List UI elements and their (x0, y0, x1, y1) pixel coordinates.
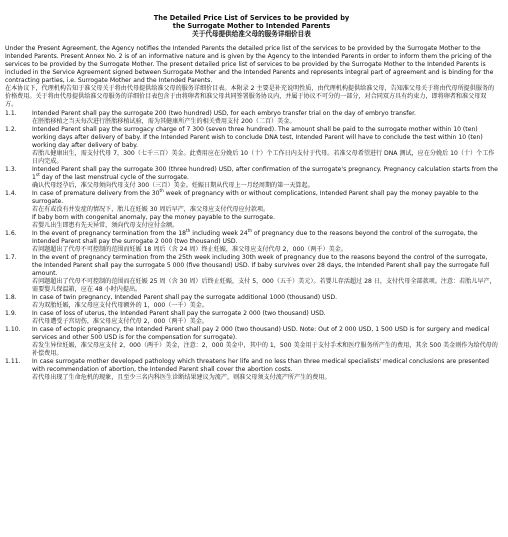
title-line-3: 关于代母提供给准父母的服务详细价目表 (192, 30, 311, 39)
intro-paragraph (5, 45, 498, 109)
ordinal-suffix: th (159, 187, 164, 193)
item-text-en: In the event of pregnancy termination from the 25th week including 30th week of pregnancy due to the reasons beyond the control of the surrogate, the Intended Parent shall pay the surrogate 5 000 (five thousand) USD. If baby survives over 28 days, the Intended Parent shall pay the surrogate full amount. (32, 253, 490, 277)
item-text-zh: 确认代母经孕后，准父母须向代母支付 300（三百）美金。妊娠日期从代母上一月经周期的第一天算起。 (32, 181, 314, 189)
item-text-zh: 若为双胎妊娠，准父母应支付代母额外的 1，000（一千）美金。 (32, 301, 208, 309)
list-item (5, 254, 498, 294)
item-text-zh: 在胚胎移植之当天每次进行胚胎移植试验，需为其健康所产生的相关费用支付 200（二百）美金。 (32, 117, 296, 125)
item-text-en: In case of ectopic pregnancy, the Intended Parent shall pay 2 000 (two thousand) USD. Note: Out of 2 000 USD, 1 500 USD is for surgery and medical services and other 500 USD is for the compensation for surrogate). (32, 325, 490, 341)
item-number: 1.3. (5, 165, 17, 173)
item-text-en: In case of twin pregnancy, Intended Parent shall pay the surrogate additional 1000 (thousand) USD. (32, 293, 338, 301)
item-text-zh-2: 若婴儿出生即患有先天异常，须向代母支付应付金额。 (32, 221, 179, 229)
item-number: 1.8. (5, 293, 17, 301)
item-number: 1.2. (5, 125, 17, 133)
item-number: 1.1. (5, 109, 17, 117)
item-text-en-2: If baby born with congenital anomaly, pay the money payable to the surrogate. (32, 213, 275, 221)
item-text-zh: 若问题超出了代母不可控制的范围而在妊娠 25 周（含 30 周）后终止妊娠，支付 5，000（五千）美元）。若婴儿存活超过 28 日，支付代母全部款项。注意：若胎儿早产，需要婴儿保温箱，应在 48 小时内提出。 (32, 277, 496, 293)
text-segment: Intended Parent shall pay the surrogate 300 (three hundred) USD, after confirmation of the surrogate's pregnancy. Pregnancy calculation starts from the 1 (32, 165, 498, 181)
list-item (5, 126, 498, 166)
item-text-zh: 若问题超出了代母不可控制的范围而妊娠 18 周后（含 24 周）终止妊娠，准父母应支付代母 2，000（两千）美金。 (32, 245, 347, 253)
ordinal-suffix: th (186, 227, 191, 233)
list-item (5, 310, 498, 326)
item-number: 1.11. (5, 357, 21, 365)
item-text-en: Intended Parent shall pay the surrogacy charge of 7 300 (seven three hundred). The amount shall be paid to the surrogate mother within 10 (ten) working days after delivery of baby. If the Intended Parent wish to conclude DNA test, Intended Parent will have to conclude the test within 10 (ten) working day after delivery of baby. (32, 125, 483, 149)
item-number: 1.10. (5, 325, 21, 333)
ordinal-suffix: th (247, 227, 252, 233)
text-segment: day of the last menstrual cycle of the surrogate. (39, 173, 189, 181)
item-number: 1.6. (5, 229, 17, 237)
item-text-zh: 若在有或没有并发症的情况下，胎儿在妊娠 30 周后早产，准父母应支付代母应付款项。 (32, 205, 270, 213)
item-text-en: In case of loss of uterus, the Intended Parent shall pay the surrogate 2 000 (two thousand) USD. (32, 309, 326, 317)
list-item (5, 110, 498, 126)
document-title (5, 14, 498, 39)
item-number: 1.7. (5, 253, 17, 261)
item-text-en: Intended Parent shall pay the surrogate 200 (two hundred) USD, for each embryo transfer trial on the day of embryo transfer. (32, 109, 416, 117)
item-text-zh: 若代母遭受子宫切伤，准父母应支付代母 2，000（两千）美金。 (32, 317, 208, 325)
title-line-1: The Detailed Price List of Services to be provided by (153, 14, 350, 22)
item-text-zh: 若发生异位妊娠，准父母应支付 2，000（两千）美金，注意：2，000 美金中，其中的 1，500 美金用于支付手术和医疗服务所产生的费用，其余 500 美金则作为给代母的补偿费用。 (32, 341, 498, 357)
list-item (5, 326, 498, 358)
item-text-en (32, 166, 498, 182)
item-text-zh: 若胎儿健康出生，需支付代母 7，300（七千三百）美金。此费用应在分娩后 10（十）个工作日内支付于代母。若准父母希望进行 DNA 测试，应在分娩后 10（十）个工作日内完成。 (32, 149, 495, 165)
text-segment: of pregnancy due to the reasons beyond the control of the surrogate, the Intended Parent shall pay the surrogate 2 000 (two thousand) USD. (32, 229, 478, 245)
list-item (5, 166, 498, 190)
list-item (5, 187, 498, 230)
item-text-en (32, 227, 498, 246)
item-number: 1.9. (5, 309, 17, 317)
intro-text-zh: 在本协议下，代理机构告知于准父母关于将由代母提供给准父母的服务详细价目表。本附录 2 主要是补充说明性质，由代理机构提供给准父母，告知准父母关于将由代母所提供服务的价格费用。关于将由代母提供给准父母服务的详细价目表包含于由将卵者和准父母共同签署服务协议内，并属于协议不可分的一部分，对合同双方具有约束力，即将卵者和准父母双方。 (5, 84, 495, 108)
list-item (5, 358, 498, 382)
text-segment: including week 24 (190, 229, 248, 237)
item-text-en (32, 187, 498, 206)
list-item (5, 294, 498, 310)
list-item (5, 227, 498, 254)
item-text-zh: 若代母出现了生命危机的现象，且至少三名内科医生诊断结果建议为流产，则准父母须支付流产所产生的费用。 (32, 373, 331, 381)
text-segment: week of pregnancy with or without complications, Intended Parent shall pay the money payable to the surrogate. (32, 189, 479, 205)
ordinal-suffix: st (35, 171, 40, 177)
intro-text-en: Under the Present Agreement, the Agency notifies the Intended Parents the detailed price list of the services to be provided by the Surrogate Mother to the Intended Parents. Present Annex No. 2 is of an informative nature and is given by the Agency to the Intended Parents in order to inform them the pricing of the services to be provided by the Surrogate Mother. The present detailed price list of services to be provided by the Surrogate Mother to the Intended Parents is included in the Service Agreement signed between Surrogate Mother and the Intended Parents and represents integral part of agreement and is binding for the contracting parties, i.e. Surrogate Mother and the Intended Parents. (5, 44, 494, 84)
title-line-2: the Surrogate Mother to Intended Parents (172, 22, 331, 31)
item-text-en: In case surrogate mother developed pathology which threatens her life and no less than three medical specialists' medical conclusions are presented with recommendation of abortion, the Intended Parent shall cover the abortion costs. (32, 357, 489, 373)
text-segment: In case of premature delivery from the 30 (32, 189, 160, 197)
item-number: 1.4. (5, 189, 17, 197)
text-segment: In the event of pregnancy termination from the 18 (32, 229, 187, 237)
